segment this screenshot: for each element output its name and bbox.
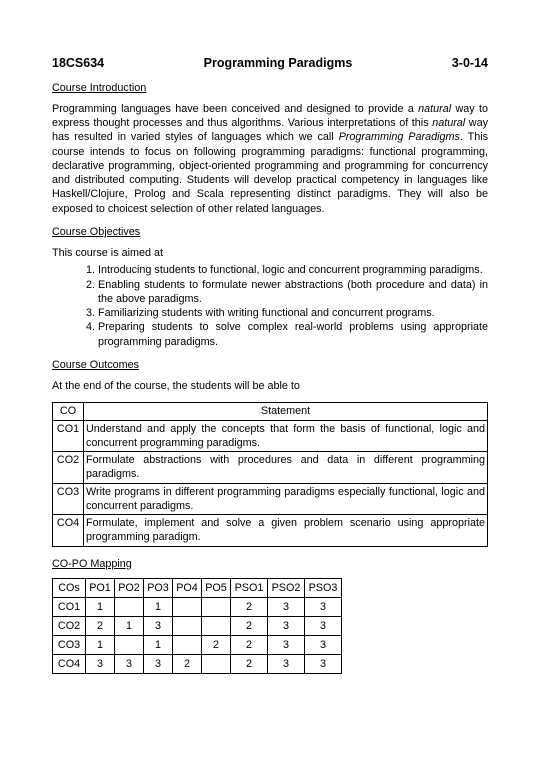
intro-text-4: . This course intends to focus on following programming paradigms: functional programming, declarative programming, object-oriented programming and programming for concurrency and distributed computing. Students will develop practical competency in languages like Haskell/Clojure, Prolog and Scala representing distinct paradigms. They will also be exposed to choicest selection of other related languages. bbox=[52, 131, 488, 215]
mapping-cell: 3 bbox=[144, 654, 173, 673]
objective-item: 1. Introducing students to functional, logic and concurrent programming paradigms. bbox=[98, 263, 488, 277]
mapping-cell bbox=[115, 635, 144, 654]
mapping-cell: CO1 bbox=[53, 597, 86, 616]
mapping-cell bbox=[115, 597, 144, 616]
mapping-cell bbox=[173, 616, 202, 635]
course-code: 18CS634 bbox=[52, 56, 105, 70]
course-title: Programming Paradigms bbox=[203, 56, 353, 70]
mapping-cell: CO2 bbox=[53, 616, 86, 635]
intro-emphasis-3: Programming Paradigms bbox=[338, 131, 460, 144]
mapping-cell: 1 bbox=[86, 597, 115, 616]
mapping-col-header: PO1 bbox=[86, 578, 115, 597]
mapping-col-header: PO5 bbox=[202, 578, 231, 597]
mapping-cell: 1 bbox=[144, 597, 173, 616]
outcomes-col-statement: Statement bbox=[84, 403, 488, 420]
intro-emphasis-1: natural bbox=[418, 102, 452, 115]
mapping-col-header: PSO1 bbox=[231, 578, 268, 597]
outcome-statement: Write programs in different programming paradigms especially functional, logic and concurrent paradigms. bbox=[84, 483, 488, 515]
mapping-cell: 3 bbox=[115, 654, 144, 673]
table-row bbox=[53, 515, 488, 547]
outcome-statement: Formulate abstractions with procedures and data in different programming paradigms. bbox=[84, 452, 488, 484]
table-row bbox=[53, 420, 488, 452]
mapping-cell: 3 bbox=[305, 616, 342, 635]
mapping-col-header: PSO2 bbox=[268, 578, 305, 597]
course-credits: 3-0-14 bbox=[451, 56, 488, 70]
mapping-col-header: COs bbox=[53, 578, 86, 597]
mapping-cell: 3 bbox=[305, 597, 342, 616]
outcome-co: CO1 bbox=[53, 420, 84, 452]
mapping-cell: 1 bbox=[86, 635, 115, 654]
outcome-co: CO2 bbox=[53, 452, 84, 484]
outcome-co: CO3 bbox=[53, 483, 84, 515]
mapping-cell bbox=[202, 654, 231, 673]
outcome-statement: Formulate, implement and solve a given problem scenario using appropriate programming paradigm. bbox=[84, 515, 488, 547]
mapping-col-header: PSO3 bbox=[305, 578, 342, 597]
outcome-co: CO4 bbox=[53, 515, 84, 547]
course-header bbox=[52, 55, 488, 72]
mapping-cell: 2 bbox=[231, 616, 268, 635]
objectives-heading: Course Objectives bbox=[52, 225, 141, 238]
table-row bbox=[53, 483, 488, 515]
intro-paragraph bbox=[52, 102, 488, 216]
document-body bbox=[52, 55, 488, 674]
outcomes-heading: Course Outcomes bbox=[52, 358, 140, 371]
outcomes-lead: At the end of the course, the students will be able to bbox=[52, 380, 300, 392]
intro-text-1: Programming languages have been conceived and designed to provide a bbox=[52, 102, 419, 115]
intro-text-2: way to express thought processes and thus algorithms. Various interpretations of this bbox=[52, 102, 488, 129]
intro-text-3: way has resulted in varied styles of languages which we call bbox=[52, 117, 488, 144]
mapping-cell bbox=[202, 597, 231, 616]
mapping-cell: 1 bbox=[115, 616, 144, 635]
mapping-cell: 1 bbox=[144, 635, 173, 654]
table-row bbox=[53, 452, 488, 484]
mapping-cell: 2 bbox=[86, 616, 115, 635]
outcomes-header-row bbox=[53, 403, 488, 420]
mapping-cell bbox=[173, 635, 202, 654]
mapping-header-row bbox=[53, 578, 342, 597]
mapping-cell: 2 bbox=[202, 635, 231, 654]
objective-item: 4. Preparing students to solve complex real-world problems using appropriate programming paradigms. bbox=[98, 320, 488, 349]
mapping-cell: 3 bbox=[268, 616, 305, 635]
mapping-cell: 3 bbox=[144, 616, 173, 635]
mapping-cell: 2 bbox=[231, 597, 268, 616]
mapping-col-header: PO4 bbox=[173, 578, 202, 597]
mapping-cell: 3 bbox=[268, 635, 305, 654]
mapping-cell: 3 bbox=[268, 597, 305, 616]
outcomes-table bbox=[52, 402, 488, 546]
table-row bbox=[53, 597, 342, 616]
mapping-cell: 3 bbox=[268, 654, 305, 673]
mapping-cell bbox=[173, 597, 202, 616]
intro-heading: Course Introduction bbox=[52, 81, 147, 94]
mapping-col-header: PO2 bbox=[115, 578, 144, 597]
table-row bbox=[53, 635, 342, 654]
outcome-statement: Understand and apply the concepts that form the basis of functional, logic and concurrent programming paradigms. bbox=[84, 420, 488, 452]
mapping-heading: CO-PO Mapping bbox=[52, 557, 132, 570]
mapping-cell: CO3 bbox=[53, 635, 86, 654]
mapping-cell: CO4 bbox=[53, 654, 86, 673]
mapping-cell: 3 bbox=[305, 654, 342, 673]
mapping-cell: 3 bbox=[86, 654, 115, 673]
objective-item: 2. Enabling students to formulate newer abstractions (both procedure and data) in the above paradigms. bbox=[98, 278, 488, 307]
co-po-mapping-table bbox=[52, 578, 342, 674]
mapping-cell: 2 bbox=[231, 635, 268, 654]
objective-item: 3. Familiarizing students with writing functional and concurrent programs. bbox=[98, 306, 488, 320]
mapping-cell: 2 bbox=[173, 654, 202, 673]
outcomes-col-co: CO bbox=[53, 403, 84, 420]
objectives-lead: This course is aimed at bbox=[52, 247, 164, 259]
objectives-list bbox=[52, 263, 488, 349]
intro-emphasis-2: natural bbox=[432, 117, 466, 129]
mapping-cell bbox=[202, 616, 231, 635]
table-row bbox=[53, 654, 342, 673]
mapping-col-header: PO3 bbox=[144, 578, 173, 597]
mapping-cell: 3 bbox=[305, 635, 342, 654]
table-row bbox=[53, 616, 342, 635]
mapping-cell: 2 bbox=[231, 654, 268, 673]
